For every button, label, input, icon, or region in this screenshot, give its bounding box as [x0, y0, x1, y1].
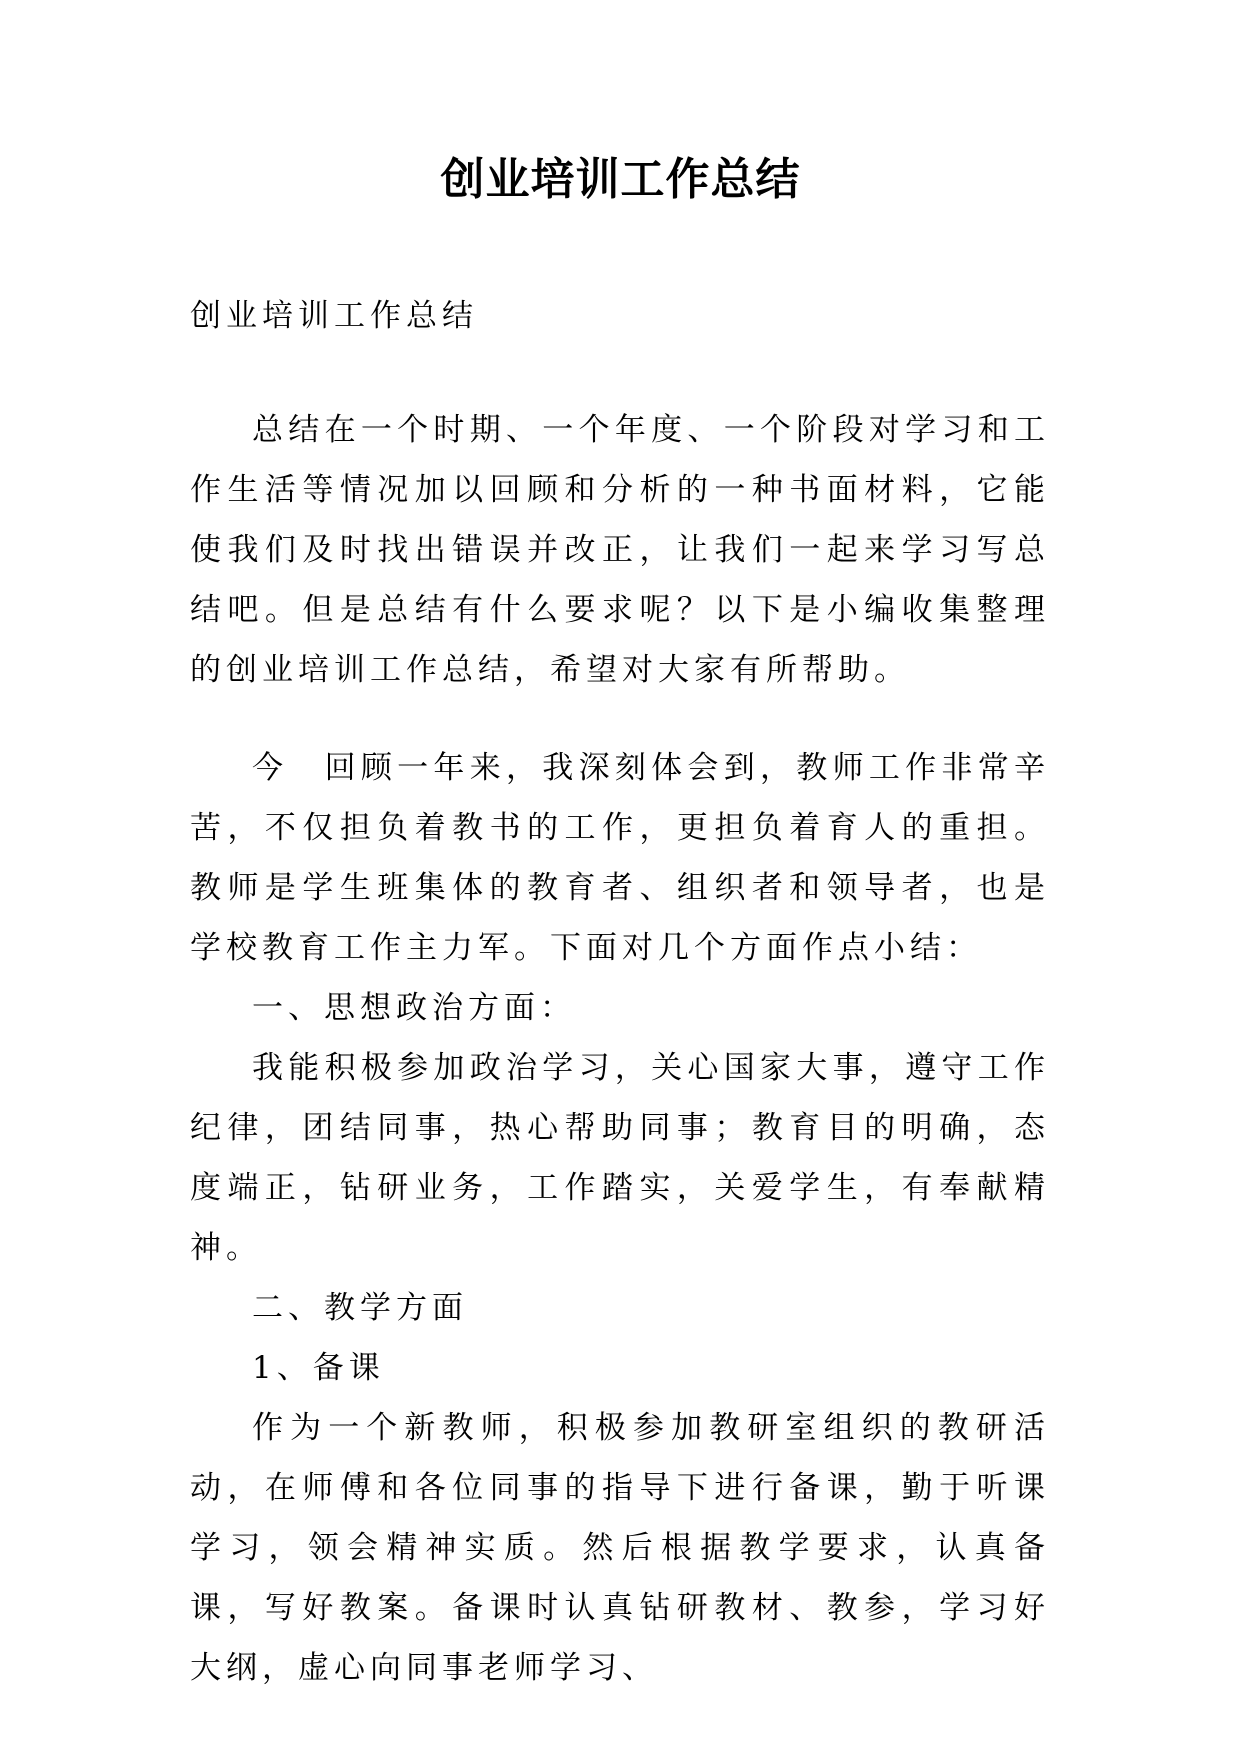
body-paragraph-politics: 我能积极参加政治学习，关心国家大事，遵守工作纪律，团结同事，热心帮助同事；教育目的明确，态度端正，钻研业务，工作踏实，关爱学生，有奉献精神。	[190, 1050, 1050, 1266]
section-heading-politics: 一、思想政治方面：	[252, 990, 576, 1026]
intro-section	[190, 400, 1050, 700]
section-heading-teaching: 二、教学方面	[252, 1290, 468, 1326]
document-title: 创业培训工作总结	[440, 154, 801, 205]
intro-paragraph: 总结在一个时期、一个年度、一个阶段对学习和工作生活等情况加以回顾和分析的一种书面材料，它能使我们及时找出错误并改正，让我们一起来学习写总结吧。但是总结有什么要求呢？以下是小编收集整理的创业培训工作总结，希望对大家有所帮助。	[190, 412, 1050, 688]
document-subtitle: 创业培训工作总结	[190, 298, 478, 334]
subsection-heading-lesson-prep: 1、备课	[252, 1350, 385, 1386]
body-paragraph-lesson-prep: 作为一个新教师，积极参加教研室组织的教研活动，在师傅和各位同事的指导下进行备课，勤于听课学习，领会精神实质。然后根据教学要求，认真备课，写好教案。备课时认真钻研教材、教参，学习好大纲，虚心向同事老师学习、	[190, 1410, 1050, 1686]
body-section	[190, 738, 1050, 1698]
body-paragraph-review: 今 回顾一年来，我深刻体会到，教师工作非常辛苦，不仅担负着教书的工作，更担负着育人的重担。教师是学生班集体的教育者、组织者和领导者，也是学校教育工作主力军。下面对几个方面作点小结：	[190, 750, 1050, 966]
